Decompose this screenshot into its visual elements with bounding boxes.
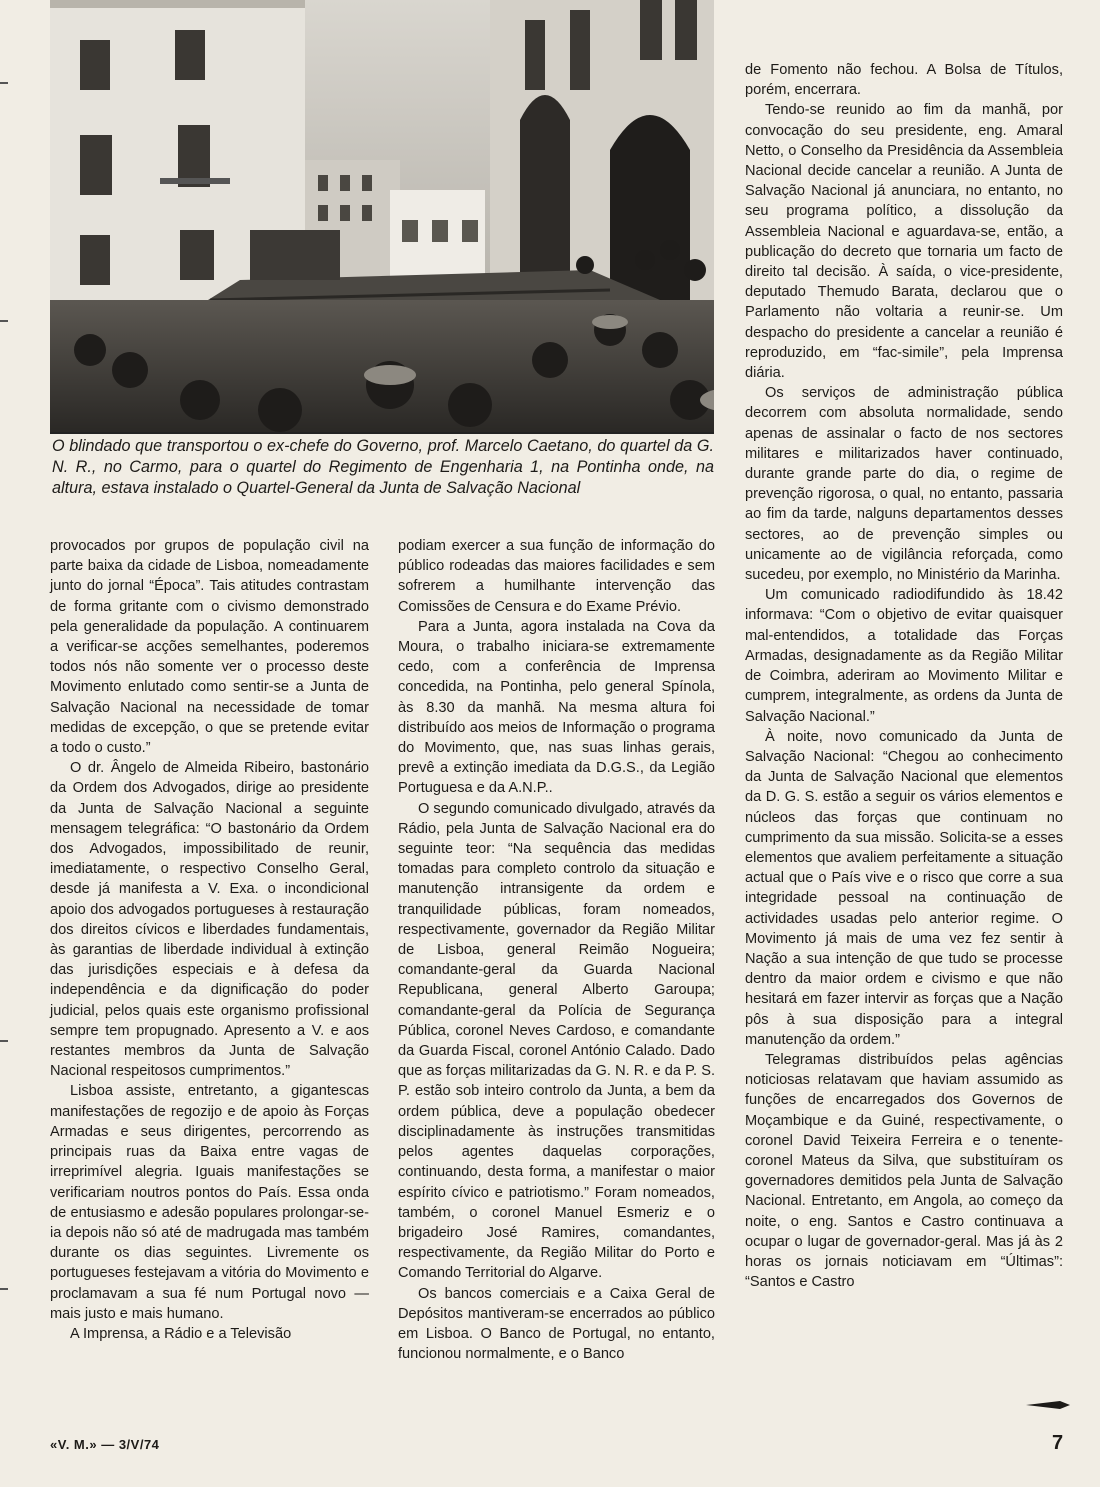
footer-publication: «V. M.» — 3/V/74 xyxy=(50,1437,160,1452)
margin-mark xyxy=(0,1040,8,1042)
paragraph: Os serviços de administração pública decorrem com absoluta normalidade, sendo apenas de assinalar o facto de nos sectores militares e militarizados haver continuado, durante grande parte do dia, o regime de prevenção rigorosa, o qual, no entanto, passaria ao fim da tarde, nalguns departamentos desses sectores, ao de prevenção simples ou unicamente ao de vigilância reforçada, como sucedeu, por exemplo, no Ministério da Marinha. xyxy=(745,385,1063,584)
paragraph: Lisboa assiste, entretanto, a gigantescas manifestações de regozijo e de apoio às Forças Armadas e seus dirigentes, percorrendo as principais ruas da Baixa entre vagas de irreprimível alegria. Iguais manifestações se verificariam noutros pontos do País. Essa onda de entusiasmo e adesão populares prolongar-se-ia depois não só até de madrugada mas também durante os dias seguintes. Livremente os portugueses festejavam a vitória do Movimento e proclamavam a sua fé num Portugal novo — mais justo e mais humano. xyxy=(50,1083,369,1322)
paragraph: Tendo-se reunido ao fim da manhã, por convocação do seu presidente, eng. Amaral Netto, o Conselho da Presidência da Assembleia Nacional decide cancelar a reunião. A Junta de Salvação Nacional já anunciara, no entanto, no seu programa político, a dissolução da Assembleia Nacional e aguardava-se, então, a publicação do decreto que tornaria um facto de direito tal decisão. À saída, o vice-presidente, deputado Themudo Barata, declarou que o Parlamento não voltaria a reunir-se. Um despacho do presidente a cancelar a reunião é reproduzido, em “fac-simile”, pela Imprensa diária. xyxy=(745,102,1063,382)
paragraph: O segundo comunicado divulgado, através da Rádio, pela Junta de Salvação Nacional era do seguinte teor: “Na sequência das medidas tomadas para completo controlo da situação e manutenção intransigente da ordem e tranquilidade públicas, foram nomeados, respectivamente, governador da Região Militar de Lisboa, general Reimão Nogueira; comandante-geral da Guarda Nacional Republicana, general Alberto Garoupa; comandante-geral da Polícia de Segurança Pública, coronel Neves Cardoso, e comandante da Guarda Fiscal, coronel António Calado. Dado que as forças militarizadas da G. N. R. e da P. S. P. estão sob inteiro controlo da Junta, a bem da ordem pública, deve a população obedecer disciplinadamente às instruções transmitidas pelos agentes daquelas corporações, continuando, desta forma, a manifestar o maior espírito cívico e patriotismo.” Foram nomeados, também, o coronel Manuel Esmeriz e o brigadeiro José Ramires, comandantes, respectivamente, da Região Militar do Porto e Comando Territorial do Algarve. xyxy=(398,800,715,1282)
photo-illustration xyxy=(50,0,714,432)
column-left xyxy=(50,536,369,1344)
paragraph: provocados por grupos de população civil na parte baixa da cidade de Lisboa, nomeadamente junto do jornal “Época”. Tais atitudes contrastam de forma gritante com o civismo demonstrado pela generalidade da população. A continuarem a verificar-se acções semelhantes, poderemos todos nós não somente ver o processo deste Movimento enlutado como sentir-se a Junta de Salvação Nacional na necessidade de tomar medidas de excepção, o que se pretende evitar a todo o custo.” xyxy=(50,538,369,757)
news-photo xyxy=(50,0,714,434)
paragraph: Para a Junta, agora instalada na Cova da Moura, o trabalho iniciara-se extremamente cedo, com a conferência de Imprensa concedida, na Pontinha, pelo general Spínola, às 8.30 da manhã. Na mesma altura foi distribuído aos meios de Informação o programa do Movimento, que, nas suas linhas gerais, prevê a extinção imediata da D.G.S., da Legião Portuguesa e da A.N.P.. xyxy=(398,618,715,797)
paragraph: À noite, novo comunicado da Junta de Salvação Nacional: “Chegou ao conhecimento da Junta de Salvação Nacional que elementos da D. G. S. estão a seguir os vários elementos e núcleos das forças que continuam no cumprimento da sua missão. Solicita-se a esses elementos que avaliem perfeitamente a situação actual que o País vive e o risco que corre a sua integridade pessoal na continuação de actividades usadas pelo anterior regime. O Movimento já mais de uma vez fez sentir à Nação a sua intenção de que tudo se processe dentro da maior ordem e civismo e que não hesitará em fazer intervir as forças que a Nação pôs à sua disposição para a integral manutenção da ordem.” xyxy=(745,728,1063,1048)
column-middle xyxy=(398,536,715,1364)
column-right xyxy=(745,60,1063,1292)
photo-caption: O blindado que transportou o ex-chefe do Governo, prof. Marcelo Caetano, do quartel da G. N. R., no Carmo, para o quartel do Regimento de Engenharia 1, na Pontinha onde, na altura, estava instalado o Quartel-General da Junta de Salvação Nacional xyxy=(52,437,714,497)
paragraph: Telegramas distribuídos pelas agências noticiosas relatavam que haviam assumido as funções de encarregados dos Governos de Moçambique e da Guiné, respectivamente, o coronel David Teixeira Ferreira e o tenente-coronel Mateus da Silva, que substituíram os governadores demitidos pela Junta de Salvação Nacional. Entretanto, em Angola, ao começo da noite, o eng. Santos e Castro continuava a ocupar o lugar de governador-geral. Mas já às 2 horas os jornais noticiavam em “Últimas”: “Santos e Castro xyxy=(745,1051,1063,1291)
paragraph: Os bancos comerciais e a Caixa Geral de Depósitos mantiveram-se encerrados ao público em Lisboa. O Banco de Portugal, no entanto, funcionou normalmente, e o Banco xyxy=(398,1285,715,1363)
margin-mark xyxy=(0,1288,8,1290)
continue-arrow-icon xyxy=(1026,1398,1070,1412)
margin-mark xyxy=(0,320,8,322)
paragraph: podiam exercer a sua função de informação do público rodeadas das maiores facilidades e sem sofrerem a humilhante intervenção das Comissões de Censura e do Exame Prévio. xyxy=(398,538,715,615)
paragraph: Um comunicado radiodifundido às 18.42 informava: “Com o objetivo de evitar quaisquer mal-entendidos, a totalidade das Forças Armadas, designadamente as da Região Militar de Coimbra, aderiram ao Movimento Militar e cumprem, integralmente, as ordens da Junta de Salvação Nacional.” xyxy=(745,587,1063,725)
paragraph: de Fomento não fechou. A Bolsa de Títulos, porém, encerrara. xyxy=(745,62,1063,99)
paragraph: O dr. Ângelo de Almeida Ribeiro, bastonário da Ordem dos Advogados, dirige ao presidente da Junta de Salvação Nacional a seguinte mensagem telegráfica: “O bastonário da Ordem dos Advogados, impossibilitado de reunir, imediatamente, o respectivo Conselho Geral, desde já manifesta a V. Exa. o incondicional apoio dos advogados portugueses à restauração dos direitos cívicos e liberdades fundamentais, às garantias de liberdade individual à extinção das jurisdições especiais e à defesa da independência e da dignificação do poder judicial, pelos quais este organismo profissional sempre tem propugnado. Apresento a V. e aos restantes membros da Junta de Salvação Nacional respeitosos cumprimentos.” xyxy=(50,760,369,1080)
paragraph: A Imprensa, a Rádio e a Televisão xyxy=(70,1325,292,1342)
page-number: 7 xyxy=(1052,1432,1064,1454)
margin-mark xyxy=(0,82,8,84)
